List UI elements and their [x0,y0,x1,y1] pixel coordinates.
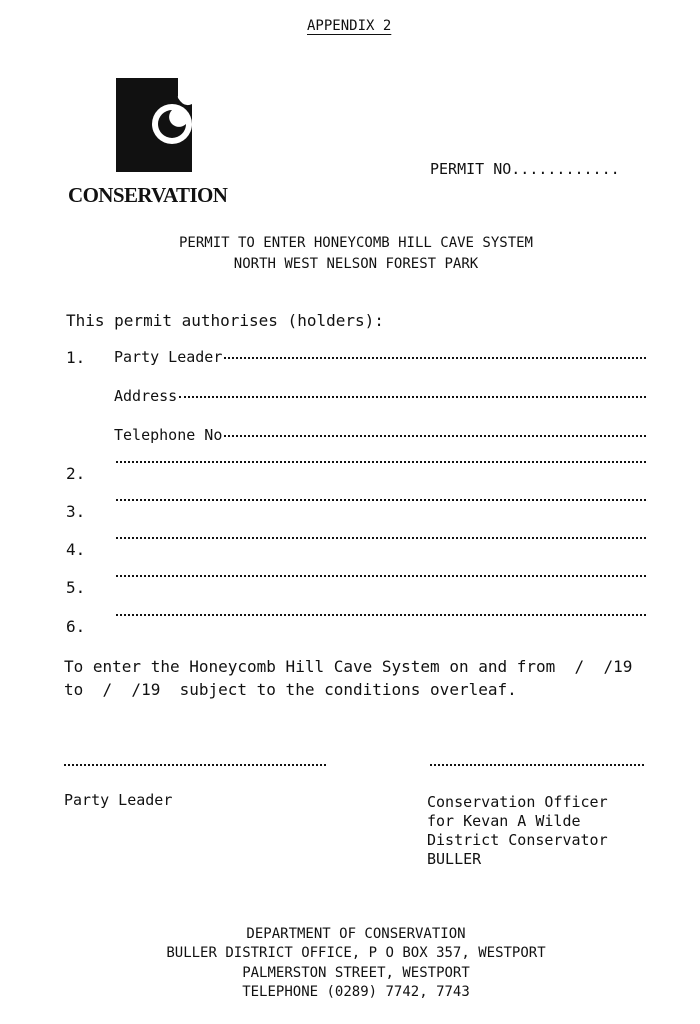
telephone-field [114,426,646,444]
officer-title: Conservation Officer [427,793,608,811]
footer-department: DEPARTMENT OF CONSERVATION [246,926,466,942]
holder-line-6 [114,617,646,619]
officer-role: District Conservator [427,831,608,849]
officer-signature-line [430,764,644,766]
dotted-fill-line [116,461,646,463]
dotted-fill-line [116,537,646,539]
permit-number-field: PERMIT NO............ [430,160,620,178]
holder-number-1: 1. [66,348,86,367]
dotted-fill-line [116,499,646,501]
logo-wordmark: CONSERVATION [68,183,228,207]
telephone-label: Telephone No [114,426,223,444]
dotted-fill-line [116,575,646,577]
holder-line-2 [114,464,646,466]
holder-number-4: 4. [66,540,86,559]
holder-line-3 [114,502,646,504]
footer-office-address: BULLER DISTRICT OFFICE, P O BOX 357, WESTPORT [166,945,546,961]
document-title-line-2: NORTH WEST NELSON FOREST PARK [233,256,479,272]
footer-street: PALMERSTON STREET, WESTPORT [242,965,470,981]
holder-number-3: 3. [66,502,86,521]
dotted-fill-line [224,357,646,359]
footer-telephone: TELEPHONE (0289) 7742, 7743 [242,984,470,1000]
holder-number-2: 2. [66,464,86,483]
conditions-text-line-2: to / /19 subject to the conditions overleaf. [64,680,517,699]
party-leader-label: Party Leader [114,348,223,366]
conditions-text-line-1: To enter the Honeycomb Hill Cave System on and from / /19 [64,657,633,676]
party-leader-signature-label: Party Leader [64,791,173,809]
address-label: Address [114,387,178,405]
dotted-fill-line [179,396,646,398]
officer-name: for Kevan A Wilde [427,812,581,830]
holder-line-4 [114,540,646,542]
dotted-fill-line [116,614,646,616]
officer-district: BULLER [427,850,482,868]
dotted-fill-line [224,435,646,437]
holder-number-6: 6. [66,617,86,636]
address-field [114,387,646,405]
appendix-label: APPENDIX 2 [307,18,392,34]
party-leader-field [114,348,646,366]
intro-text: This permit authorises (holders): [66,311,384,330]
holder-line-5 [114,578,646,580]
conservation-logo-icon [116,78,192,172]
party-leader-signature-line [64,764,326,766]
document-title-line-1: PERMIT TO ENTER HONEYCOMB HILL CAVE SYSTEM [178,235,533,251]
holder-number-5: 5. [66,578,86,597]
